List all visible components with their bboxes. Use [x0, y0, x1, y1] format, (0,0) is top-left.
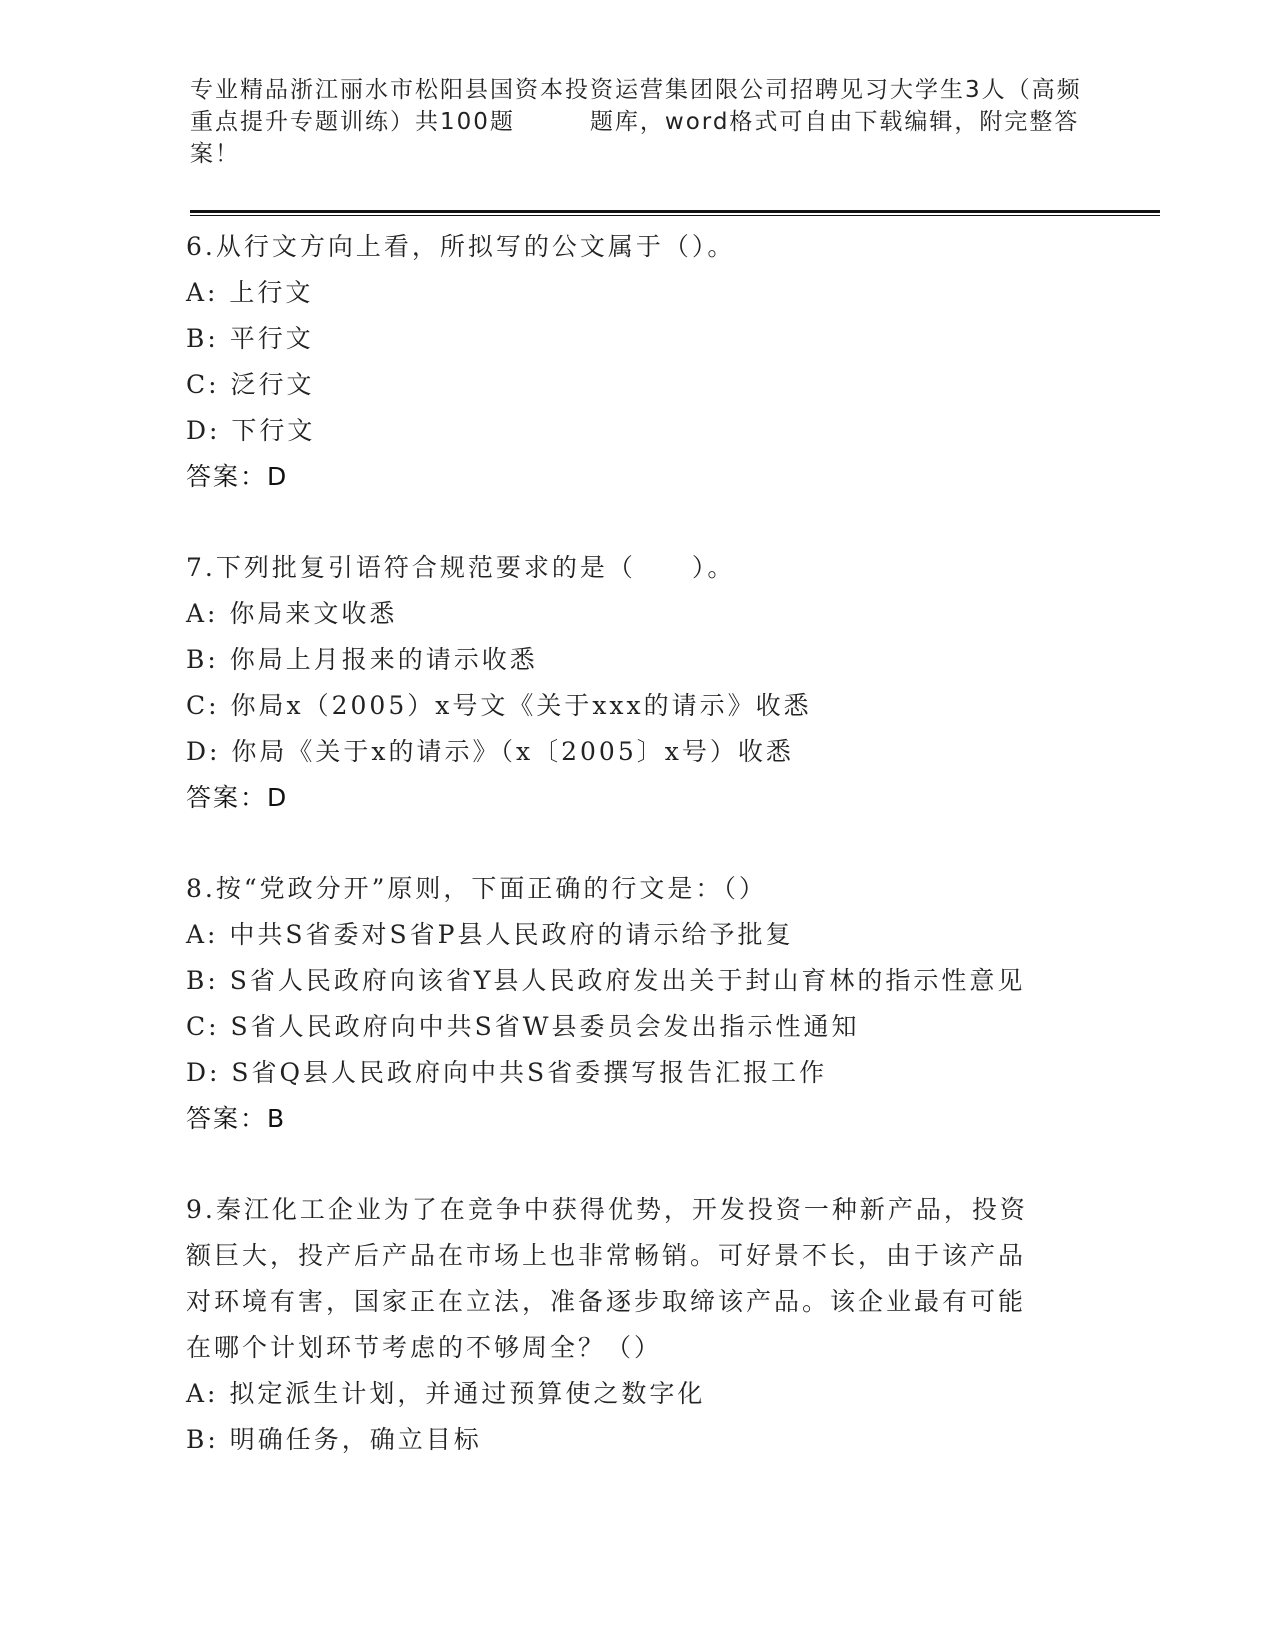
option-d: D: 你局《关于x的请示》（x〔2005〕x号）收悉	[186, 737, 794, 766]
answer-line: 答案：D	[186, 783, 289, 812]
option-a: A: 中共S省委对S省P县人民政府的请示给予批复	[186, 920, 794, 949]
header-line: 案！	[190, 141, 240, 167]
option-c: C: 泛行文	[186, 370, 315, 399]
answer-line: 答案：D	[186, 462, 289, 491]
question-list	[186, 224, 1146, 1508]
header-line: 重点提升专题训练）共100题 题库，word格式可自由下载编辑，附完整答	[190, 109, 1080, 135]
question-item	[186, 1187, 1146, 1463]
option-b: B: 明确任务，确立目标	[186, 1425, 482, 1454]
question-item	[186, 866, 1146, 1142]
question-item	[186, 545, 1146, 821]
question-stem: 8.按“党政分开”原则，下面正确的行文是：（）	[186, 874, 767, 903]
option-b: B: 平行文	[186, 324, 314, 353]
option-a: A: 拟定派生计划，并通过预算使之数字化	[186, 1379, 706, 1408]
header-line: 专业精品浙江丽水市松阳县国资本投资运营集团限公司招聘见习大学生3人（高频	[190, 77, 1082, 103]
answer-line: 答案：B	[186, 1104, 287, 1133]
question-stem: 对环境有害，国家正在立法，准备逐步取缔该产品。该企业最有可能	[186, 1287, 1027, 1316]
option-d: D: 下行文	[186, 416, 316, 445]
question-stem: 7.下列批复引语符合规范要求的是（ ）。	[186, 553, 736, 582]
option-c: C: 你局x（2005）x号文《关于xxx的请示》收悉	[186, 691, 812, 720]
option-b: B: S省人民政府向该省Y县人民政府发出关于封山育林的指示性意见	[186, 966, 1026, 995]
question-item	[186, 224, 1146, 500]
option-a: A: 上行文	[186, 278, 314, 307]
option-a: A: 你局来文收悉	[186, 599, 398, 628]
header-divider-thick	[190, 210, 1160, 213]
option-c: C: S省人民政府向中共S省W县委员会发出指示性通知	[186, 1012, 860, 1041]
option-b: B: 你局上月报来的请示收悉	[186, 645, 538, 674]
header-divider-thin	[190, 215, 1160, 216]
question-stem: 在哪个计划环节考虑的不够周全？（）	[186, 1333, 663, 1362]
question-stem: 6.从行文方向上看，所拟写的公文属于（）。	[186, 232, 736, 261]
document-header	[190, 74, 1090, 170]
question-stem: 9.秦江化工企业为了在竞争中获得优势，开发投资一种新产品，投资	[186, 1195, 1028, 1224]
question-stem: 额巨大，投产后产品在市场上也非常畅销。可好景不长，由于该产品	[186, 1241, 1027, 1270]
option-d: D: S省Q县人民政府向中共S省委撰写报告汇报工作	[186, 1058, 828, 1087]
